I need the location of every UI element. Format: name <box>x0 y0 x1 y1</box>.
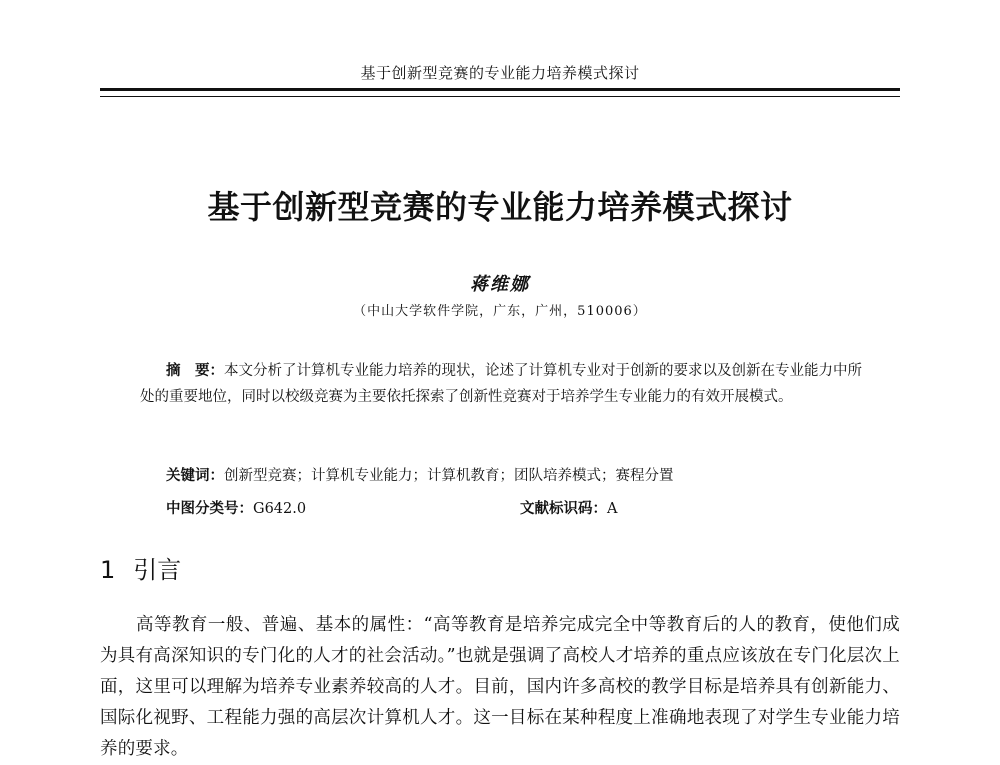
section-heading <box>100 550 181 585</box>
abstract-label: 摘 要： <box>166 363 224 379</box>
abstract <box>140 358 865 410</box>
section-number: 1 <box>100 556 116 584</box>
keywords-label: 关键词： <box>166 468 224 484</box>
document-code <box>520 497 617 518</box>
keywords-text: 创新型竞赛；计算机专业能力；计算机教育；团队培养模式；赛程分置 <box>224 468 674 484</box>
document-code-label: 文献标识码： <box>520 501 607 517</box>
keywords <box>166 464 866 485</box>
author-affiliation: （中山大学软件学院，广东，广州，510006） <box>353 304 647 319</box>
section-title: 引言 <box>133 556 182 584</box>
document-code-value: A <box>607 501 618 517</box>
header-rule-thick <box>100 88 900 91</box>
classification-line <box>166 497 866 518</box>
body-paragraph: 高等教育一般、普遍、基本的属性：“高等教育是培养完成完全中等教育后的人的教育，使他们成为具有高深知识的专门化的人才的社会活动。”也就是强调了高校人才培养的重点应该放在专门化层次上面，这里可以理解为培养专业素养较高的人才。目前，国内许多高校的教学目标是培养具有创新能力、国际化视野、工程能力强的高层次计算机人才。这一目标在某种程度上准确地表现了对学生专业能力培养的要求。 <box>100 615 900 759</box>
running-head: 基于创新型竞赛的专业能力培养模式探讨 <box>360 64 640 82</box>
header-rule-thin <box>100 96 900 97</box>
abstract-text: 本文分析了计算机专业能力培养的现状，论述了计算机专业对于创新的要求以及创新在专业能力中所处的重要地位，同时以校级竞赛为主要依托探索了创新性竞赛对于培养学生专业能力的有效开展模式。 <box>140 363 862 405</box>
classification-value: G642.0 <box>253 501 307 517</box>
paper-title: 基于创新型竞赛的专业能力培养模式探讨 <box>207 188 793 226</box>
author-name: 蒋维娜 <box>470 274 530 295</box>
classification-label: 中图分类号： <box>166 501 253 517</box>
